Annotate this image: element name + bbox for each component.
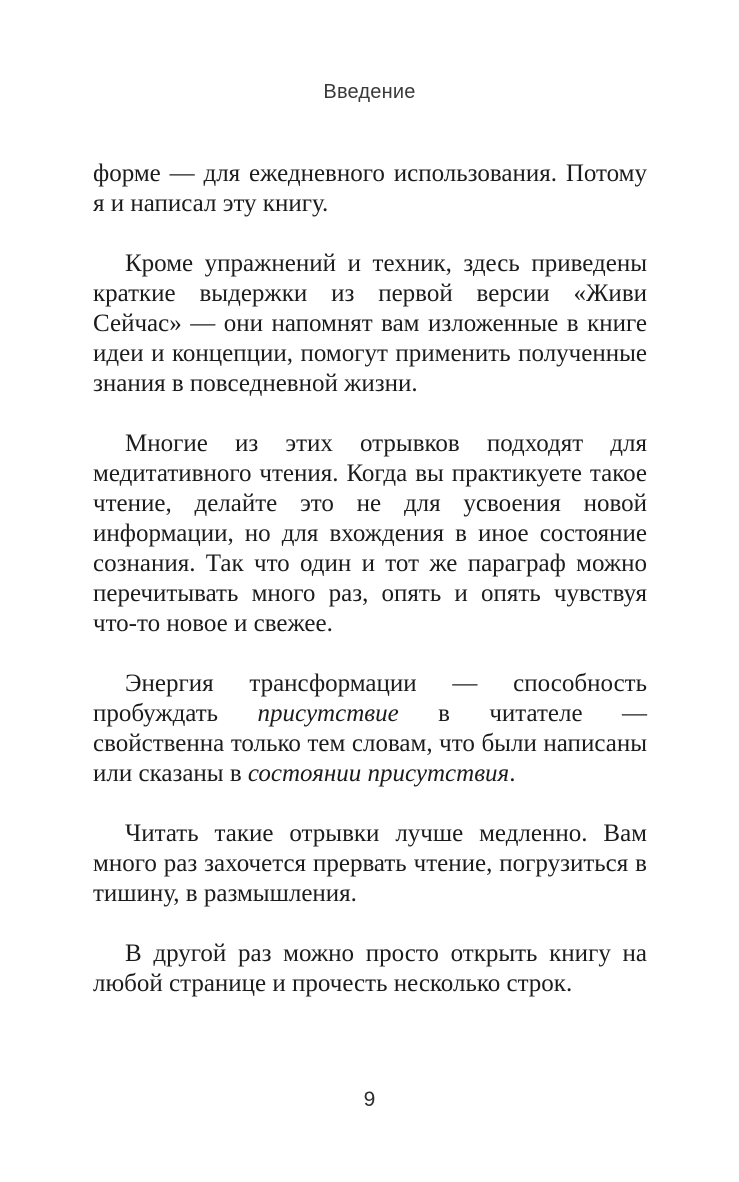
page-body-text: [93, 159, 647, 1029]
text-run: Читать такие отрывки лучше медленно. Вам много раз захочется прервать чтение, погрузиться в тишину, в размышления.: [93, 820, 647, 907]
text-run: Энергия трансформации — способность пробуждать: [93, 670, 647, 727]
text-run: форме — для ежедневного использования. Потому я и написал эту книгу.: [93, 160, 647, 217]
paragraph: [93, 429, 647, 639]
text-run: Многие из этих отрывков подходят для медитативного чтения. Когда вы практикуете такое чтение, делайте это не для усвоения новой информации, но для вхождения в иное состояние сознания. Так что один и тот же параграф можно перечитывать много раз, опять и опять чувствуя что-то новое и свежее.: [93, 430, 647, 637]
paragraph: [93, 669, 647, 789]
paragraph: [93, 159, 647, 219]
text-run: в читателе — свойственна только тем словам, что были написаны или сказаны в: [93, 700, 647, 787]
text-run: В другой раз можно просто открыть книгу на любой странице и прочесть несколько строк.: [93, 940, 647, 997]
paragraph: [93, 939, 647, 999]
text-run: Кроме упражнений и техник, здесь приведены краткие выдержки из первой версии «Живи Сейчас» — они напомнят вам изложенные в книге идеи и концепции, помогут применить полученные знания в повседневной жизни.: [93, 250, 647, 397]
text-run-italic: присутствие: [257, 700, 399, 727]
running-header: Введение: [323, 81, 416, 103]
paragraph: [93, 819, 647, 909]
paragraph: [93, 249, 647, 399]
text-run-italic: состоянии присутствия: [247, 760, 510, 787]
text-run: .: [509, 760, 516, 787]
page-number: 9: [363, 1088, 376, 1111]
